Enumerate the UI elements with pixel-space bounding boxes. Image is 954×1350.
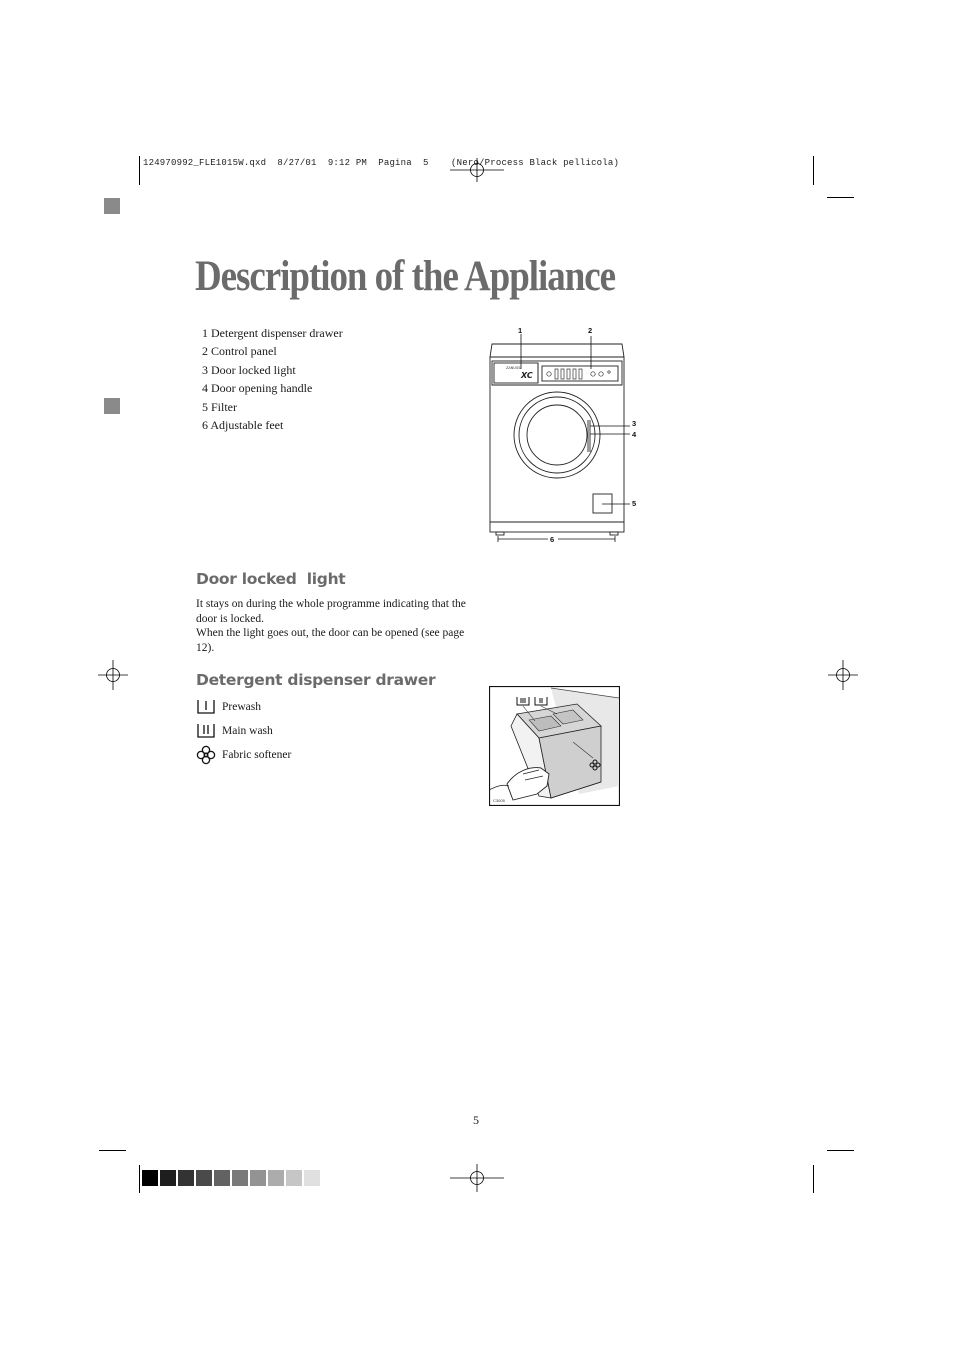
figure-label: 4	[632, 430, 637, 439]
list-item: 6 Adjustable feet	[202, 418, 284, 433]
legend-label: Prewash	[222, 701, 261, 713]
color-swatch	[178, 1170, 194, 1186]
legend-item-main-wash	[196, 721, 273, 741]
svg-text:XC: XC	[521, 371, 533, 380]
main-wash-icon	[196, 722, 216, 740]
fabric-softener-icon	[196, 745, 216, 765]
list-item: 2 Control panel	[202, 344, 277, 359]
paragraph: It stays on during the whole programme indicating that the door is locked.	[196, 598, 466, 625]
color-swatch	[160, 1170, 176, 1186]
margin-marker	[104, 398, 120, 414]
color-swatch	[232, 1170, 248, 1186]
figure-label: 3	[632, 419, 637, 428]
washing-machine-diagram	[486, 322, 642, 548]
registration-mark-icon	[450, 152, 504, 188]
dispenser-drawer-illustration	[489, 686, 620, 806]
crop-mark	[827, 197, 854, 198]
crop-mark	[813, 156, 814, 185]
registration-mark-icon	[828, 660, 858, 690]
prewash-icon	[196, 698, 216, 716]
section-heading-door-locked: Door locked light	[196, 570, 346, 588]
list-item: 1 Detergent dispenser drawer	[202, 326, 343, 340]
legend-item-prewash	[196, 697, 261, 717]
crop-mark	[139, 156, 140, 185]
svg-text:ZANUSSI: ZANUSSI	[506, 366, 522, 370]
color-swatch	[268, 1170, 284, 1186]
list-item: 5 Filter	[202, 399, 237, 414]
figure-label: 1	[518, 326, 523, 335]
door-locked-description	[196, 597, 466, 655]
figure-label: 5	[632, 499, 637, 508]
color-swatch	[250, 1170, 266, 1186]
color-swatch	[214, 1170, 230, 1186]
color-swatch	[196, 1170, 212, 1186]
margin-marker	[104, 198, 120, 214]
crop-mark	[813, 1165, 814, 1193]
registration-mark-icon	[450, 1162, 504, 1194]
registration-mark-icon	[98, 660, 128, 690]
color-swatch	[142, 1170, 158, 1186]
color-swatch	[304, 1170, 320, 1186]
page-number: 5	[473, 1113, 479, 1127]
figure-label: 6	[550, 535, 555, 544]
legend-item-fabric-softener	[196, 745, 291, 765]
crop-mark	[827, 1150, 854, 1151]
figure-label: 2	[588, 326, 593, 335]
list-item: 4 Door opening handle	[202, 381, 313, 396]
page-title: Description of the Appliance	[195, 253, 616, 300]
parts-list	[202, 324, 343, 434]
legend-label: Fabric softener	[222, 749, 292, 761]
section-heading-dispenser-drawer: Detergent dispenser drawer	[196, 671, 436, 689]
print-slug-line: 124970992_FLE1015W.qxd 8/27/01 9:12 PM Pagina 5 (Nero/Process Black pellicola)	[143, 158, 620, 168]
legend-label: Main wash	[222, 725, 273, 737]
paragraph: When the light goes out, the door can be opened (see page 12).	[196, 627, 465, 654]
photo-code: C3005	[493, 798, 505, 803]
crop-mark	[139, 1165, 140, 1193]
crop-mark	[99, 1150, 126, 1151]
list-item: 3 Door locked light	[202, 362, 296, 377]
color-swatch	[286, 1170, 302, 1186]
